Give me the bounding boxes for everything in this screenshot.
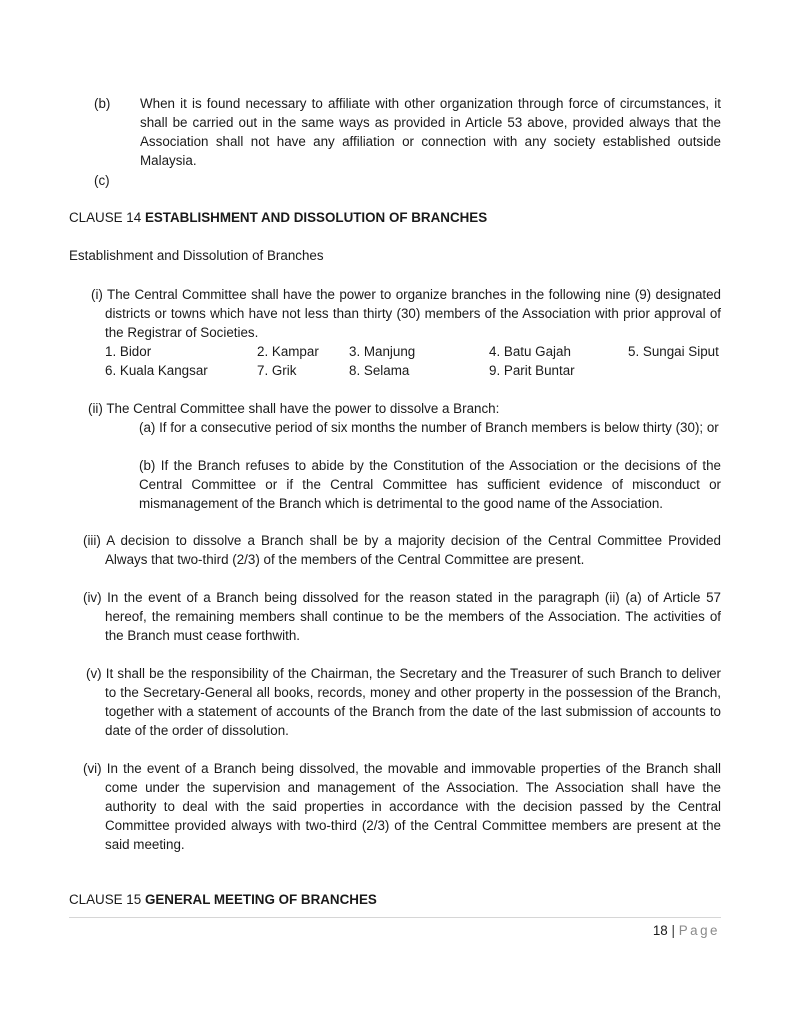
clause-15-heading <box>69 890 377 909</box>
affiliation-c-marker: (c) <box>94 173 110 188</box>
district-item: 6. Kuala Kangsar <box>105 363 208 378</box>
district-item: 3. Manjung <box>349 344 416 359</box>
district-row-1 <box>0 342 791 361</box>
district-item: 5. Sungai Siput <box>628 344 719 359</box>
clause-14-title: ESTABLISHMENT AND DISSOLUTION OF BRANCHES <box>144 210 488 225</box>
clause-14-prefix: CLAUSE 14 <box>69 210 142 225</box>
page-footer <box>653 921 720 940</box>
district-item: 1. Bidor <box>105 344 152 359</box>
clause-14-item-ii-a: (a) If for a consecutive period of six months the number of Branch members is below thirty (30); or <box>139 420 719 435</box>
clause-14-item-ii: (ii) The Central Committee shall have the power to dissolve a Branch: <box>88 401 500 416</box>
affiliation-b-marker: (b) <box>94 96 111 111</box>
page-label: Page <box>678 923 720 938</box>
clause-14-item-iii: (iii) A decision to dissolve a Branch shall be by a majority decision of the Central Committee Provided Always that two-third (2/3) of the members of the Central Committee are present. <box>83 533 721 567</box>
footer-divider <box>69 917 721 918</box>
district-row-2 <box>0 361 791 380</box>
clause-14-item-i: (i) The Central Committee shall have the power to organize branches in the following nine (9) designated districts or towns which have not less than thirty (30) members of the Association with prior approval of the Registrar of Societies. <box>91 287 721 340</box>
clause-14-item-iv: (iv) In the event of a Branch being dissolved for the reason stated in the paragraph (ii) (a) of Article 57 hereof, the remaining members shall continue to be the members of the Association. The activities of the Branch must cease forthwith. <box>83 590 721 643</box>
district-item: 9. Parit Buntar <box>489 363 575 378</box>
clause-14-item-vi: (vi) In the event of a Branch being dissolved, the movable and immovable properties of the Branch shall come under the supervision and management of the Association. The Association shall have the authority to deal with the said properties in accordance with the decision passed by the Central Committee provided always with two-third (2/3) of the Central Committee members are present at the said meeting. <box>83 761 721 852</box>
district-item: 8. Selama <box>349 363 410 378</box>
clause-15-title: GENERAL MEETING OF BRANCHES <box>144 892 377 907</box>
district-item: 2. Kampar <box>257 344 319 359</box>
clause-14-item-ii-b: (b) If the Branch refuses to abide by the Constitution of the Association or the decisions of the Central Committee or if the Central Committee has sufficient evidence of misconduct or mismanagement of the Branch which is detrimental to the good name of the Association. <box>139 458 721 511</box>
footer-separator: | <box>671 923 675 938</box>
clause-14-heading <box>69 208 487 227</box>
district-item: 4. Batu Gajah <box>489 344 571 359</box>
clause-15-prefix: CLAUSE 15 <box>69 892 142 907</box>
district-item: 7. Grik <box>257 363 297 378</box>
page-number: 18 <box>652 923 668 938</box>
clause-14-item-v: (v) It shall be the responsibility of the Chairman, the Secretary and the Treasurer of such Branch to deliver to the Secretary-General all books, records, money and other property in the possession of the Branch, together with a statement of accounts of the Branch from the date of the last submission of accounts to date of the order of dissolution. <box>86 666 721 738</box>
clause-14-subheading: Establishment and Dissolution of Branches <box>69 248 324 263</box>
affiliation-b-text: When it is found necessary to affiliate with other organization through force of circumstances, it shall be carried out in the same ways as provided in Article 53 above, provided always that the Association shall not have any affiliation or connection with any society established outside Malaysia. <box>140 96 721 168</box>
